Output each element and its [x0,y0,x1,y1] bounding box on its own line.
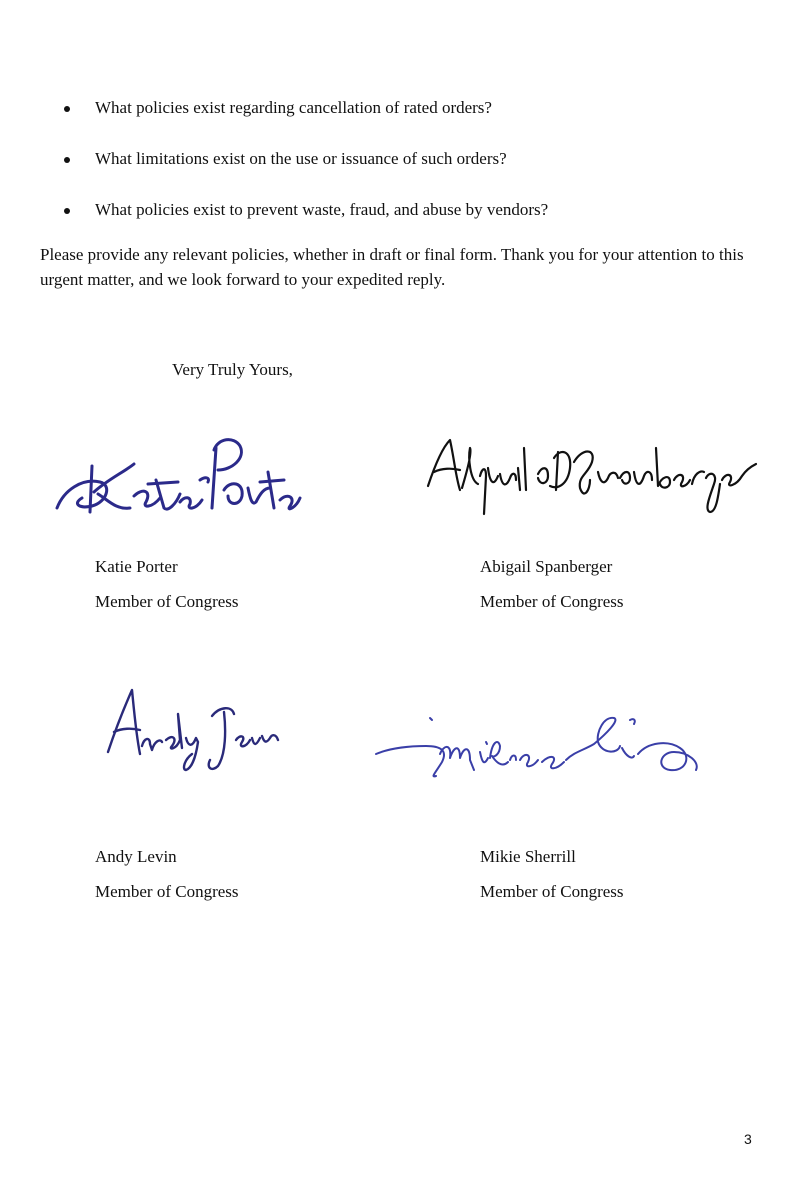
signatory-title: Member of Congress [480,592,624,611]
signatory-title: Member of Congress [95,882,239,901]
handwritten-signature-icon [100,684,280,774]
handwritten-signature-icon [52,428,302,520]
bullet-list [62,96,548,249]
signatory-name: Abigail Spanberger [480,557,613,576]
bullet-item-cancellation [62,96,548,147]
valediction: Very Truly Yours, [172,360,293,379]
closing-paragraph: Please provide any relevant policies, whether in draft or final form. Thank you for your attention to this urgent matter, and we look forward to your expedited reply. [40,245,744,289]
handwritten-signature-icon [420,428,760,518]
signature-andy-levin [100,684,280,774]
signatory-name: Katie Porter [95,557,178,576]
signatory-name: Andy Levin [95,847,177,866]
signature-abigail-spanberger [420,428,760,518]
bullet-icon [64,157,70,163]
signature-mikie-sherrill [370,712,710,792]
bullet-text: What policies exist to prevent waste, fraud, and abuse by vendors? [95,200,549,219]
bullet-icon [64,106,70,112]
signatory-name: Mikie Sherrill [480,847,576,866]
page-number: 3 [744,1131,752,1147]
signature-katie-porter [52,428,302,520]
signatory-title: Member of Congress [95,592,239,611]
bullet-icon [64,208,70,214]
bullet-item-limitations [62,147,548,198]
bullet-text: What policies exist regarding cancellation of rated orders? [95,98,492,117]
bullet-text: What limitations exist on the use or issuance of such orders? [95,149,507,168]
signatory-title: Member of Congress [480,882,624,901]
handwritten-signature-icon [370,712,710,792]
